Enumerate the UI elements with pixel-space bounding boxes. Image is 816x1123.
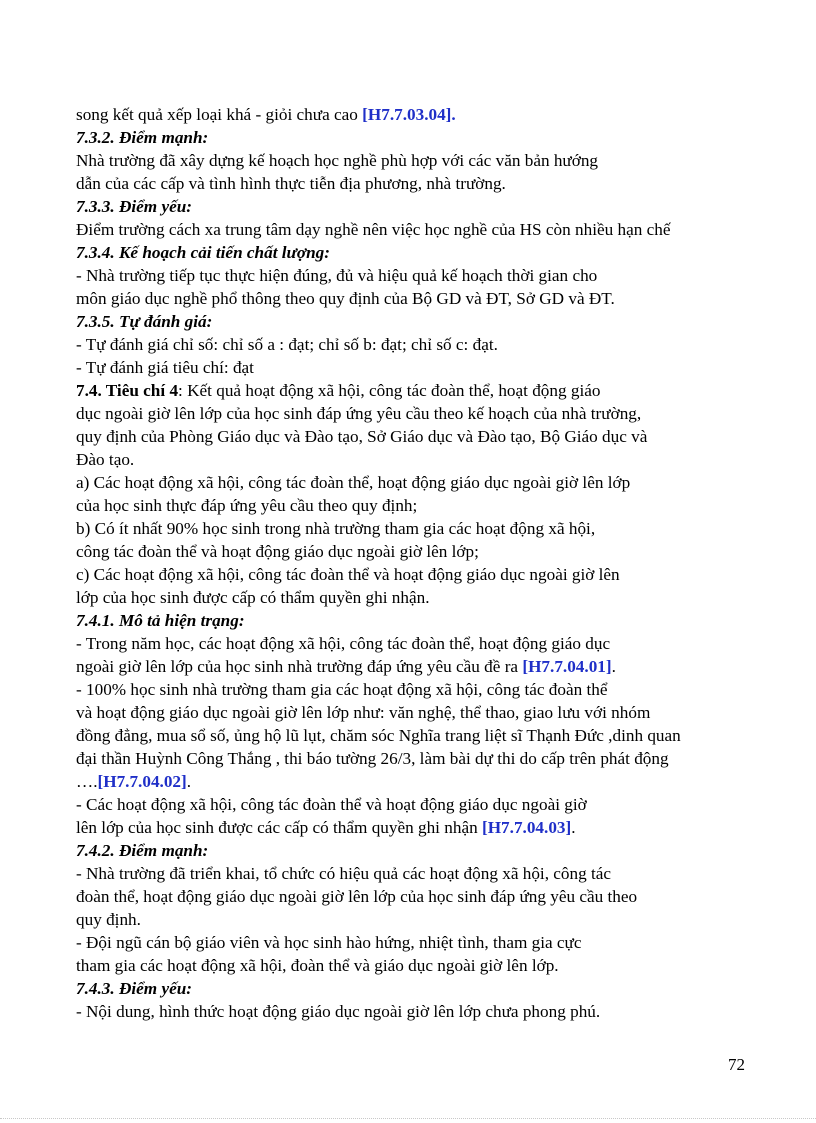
- text-line: - Đội ngũ cán bộ giáo viên và học sinh hào hứng, nhiệt tình, tham gia cực: [76, 933, 582, 952]
- text-line: - Nhà trường tiếp tục thực hiện đúng, đủ và hiệu quả kế hoạch thời gian cho: [76, 266, 598, 285]
- text-span: .: [186, 772, 192, 791]
- text-line: lớp của học sinh được cấp có thẩm quyền ghi nhận.: [76, 588, 430, 607]
- text-line: - Nhà trường đã triển khai, tổ chức có hiệu quả các hoạt động xã hội, công tác: [76, 864, 612, 883]
- evidence-ref: [H7.7.03.04].: [362, 105, 456, 124]
- section-heading: 7.3.3. Điểm yếu:: [76, 197, 192, 216]
- criterion-line: [76, 380, 600, 402]
- text-line: quy định của Phòng Giáo dục và Đào tạo, Sở Giáo dục và Đào tạo, Bộ Giáo dục và: [76, 427, 648, 446]
- text-line: Nhà trường đã xây dựng kế hoạch học nghề phù hợp với các văn bản hướng: [76, 151, 599, 170]
- text-line: Điểm trường cách xa trung tâm dạy nghề nên việc học nghề của HS còn nhiều hạn chế: [76, 220, 671, 239]
- text-line: - 100% học sinh nhà trường tham gia các hoạt động xã hội, công tác đoàn thể: [76, 680, 608, 699]
- text-line: tham gia các hoạt động xã hội, đoàn thể và giáo dục ngoài giờ lên lớp.: [76, 956, 559, 975]
- text-span: : Kết quả hoạt động xã hội, công tác đoàn thể, hoạt động giáo: [178, 381, 601, 400]
- page-bottom-divider: [0, 1118, 816, 1119]
- text-line: - Các hoạt động xã hội, công tác đoàn thể và hoạt động giáo dục ngoài giờ: [76, 795, 587, 814]
- text-line: - Tự đánh giá tiêu chí: đạt: [76, 358, 254, 377]
- text-line: Đào tạo.: [76, 450, 135, 469]
- text-line: [76, 771, 191, 793]
- text-line: - Trong năm học, các hoạt động xã hội, công tác đoàn thể, hoạt động giáo dục: [76, 634, 611, 653]
- section-heading: 7.4.1. Mô tả hiện trạng:: [76, 611, 245, 630]
- text-span: song kết quả xếp loại khá - giỏi chưa cao: [76, 105, 363, 124]
- section-heading: 7.4.2. Điểm mạnh:: [76, 841, 209, 860]
- text-span: .: [571, 818, 576, 837]
- text-line: [76, 104, 456, 126]
- text-line: [76, 817, 576, 839]
- text-line: của học sinh thực đáp ứng yêu cầu theo quy định;: [76, 496, 418, 515]
- page-number: 72: [728, 1055, 745, 1074]
- text-line: đại thần Huỳnh Công Thắng , thi báo tường 26/3, làm bài dự thi do cấp trên phát động: [76, 749, 669, 768]
- text-line: a) Các hoạt động xã hội, công tác đoàn thể, hoạt động giáo dục ngoài giờ lên lớp: [76, 473, 631, 492]
- text-line: môn giáo dục nghề phổ thông theo quy định của Bộ GD và ĐT, Sở GD và ĐT.: [76, 289, 615, 308]
- text-span: ngoài giờ lên lớp của học sinh nhà trường đáp ứng yêu cầu đề ra: [76, 657, 523, 676]
- criterion-label: 7.4. Tiêu chí 4: [76, 381, 179, 400]
- text-line: và hoạt động giáo dục ngoài giờ lên lớp như: văn nghệ, thể thao, giao lưu với nhóm: [76, 703, 651, 722]
- text-line: b) Có ít nhất 90% học sinh trong nhà trường tham gia các hoạt động xã hội,: [76, 519, 596, 538]
- evidence-ref: [H7.7.04.01]: [522, 657, 612, 676]
- evidence-ref: [H7.7.04.02]: [97, 772, 187, 791]
- text-span: .: [611, 657, 616, 676]
- section-heading: 7.3.2. Điểm mạnh:: [76, 128, 209, 147]
- text-span: lên lớp của học sinh được các cấp có thẩm quyền ghi nhận: [76, 818, 482, 837]
- text-line: - Tự đánh giá chỉ số: chỉ số a : đạt; chỉ số b: đạt; chỉ số c: đạt.: [76, 335, 498, 354]
- text-line: đồng đẳng, mua sổ số, ủng hộ lũ lụt, chăm sóc Nghĩa trang liệt sĩ Thạnh Đức ,dinh quan: [76, 726, 681, 745]
- text-line: c) Các hoạt động xã hội, công tác đoàn thể và hoạt động giáo dục ngoài giờ lên: [76, 565, 620, 584]
- text-line: công tác đoàn thể và hoạt động giáo dục ngoài giờ lên lớp;: [76, 542, 479, 561]
- text-line: dục ngoài giờ lên lớp của học sinh đáp ứng yêu cầu theo kế hoạch của nhà trường,: [76, 404, 642, 423]
- text-line: dẫn của các cấp và tình hình thực tiễn địa phương, nhà trường.: [76, 174, 506, 193]
- text-span: ….: [76, 772, 98, 791]
- text-line: - Nội dung, hình thức hoạt động giáo dục ngoài giờ lên lớp chưa phong phú.: [76, 1002, 601, 1021]
- text-line: [76, 656, 616, 678]
- section-heading: 7.4.3. Điểm yếu:: [76, 979, 192, 998]
- text-line: quy định.: [76, 910, 141, 929]
- evidence-ref: [H7.7.04.03]: [481, 818, 572, 837]
- section-heading: 7.3.4. Kế hoạch cải tiến chất lượng:: [76, 243, 330, 262]
- section-heading: 7.3.5. Tự đánh giá:: [76, 312, 213, 331]
- text-line: đoàn thể, hoạt động giáo dục ngoài giờ lên lớp của học sinh đáp ứng yêu cầu theo: [76, 887, 638, 906]
